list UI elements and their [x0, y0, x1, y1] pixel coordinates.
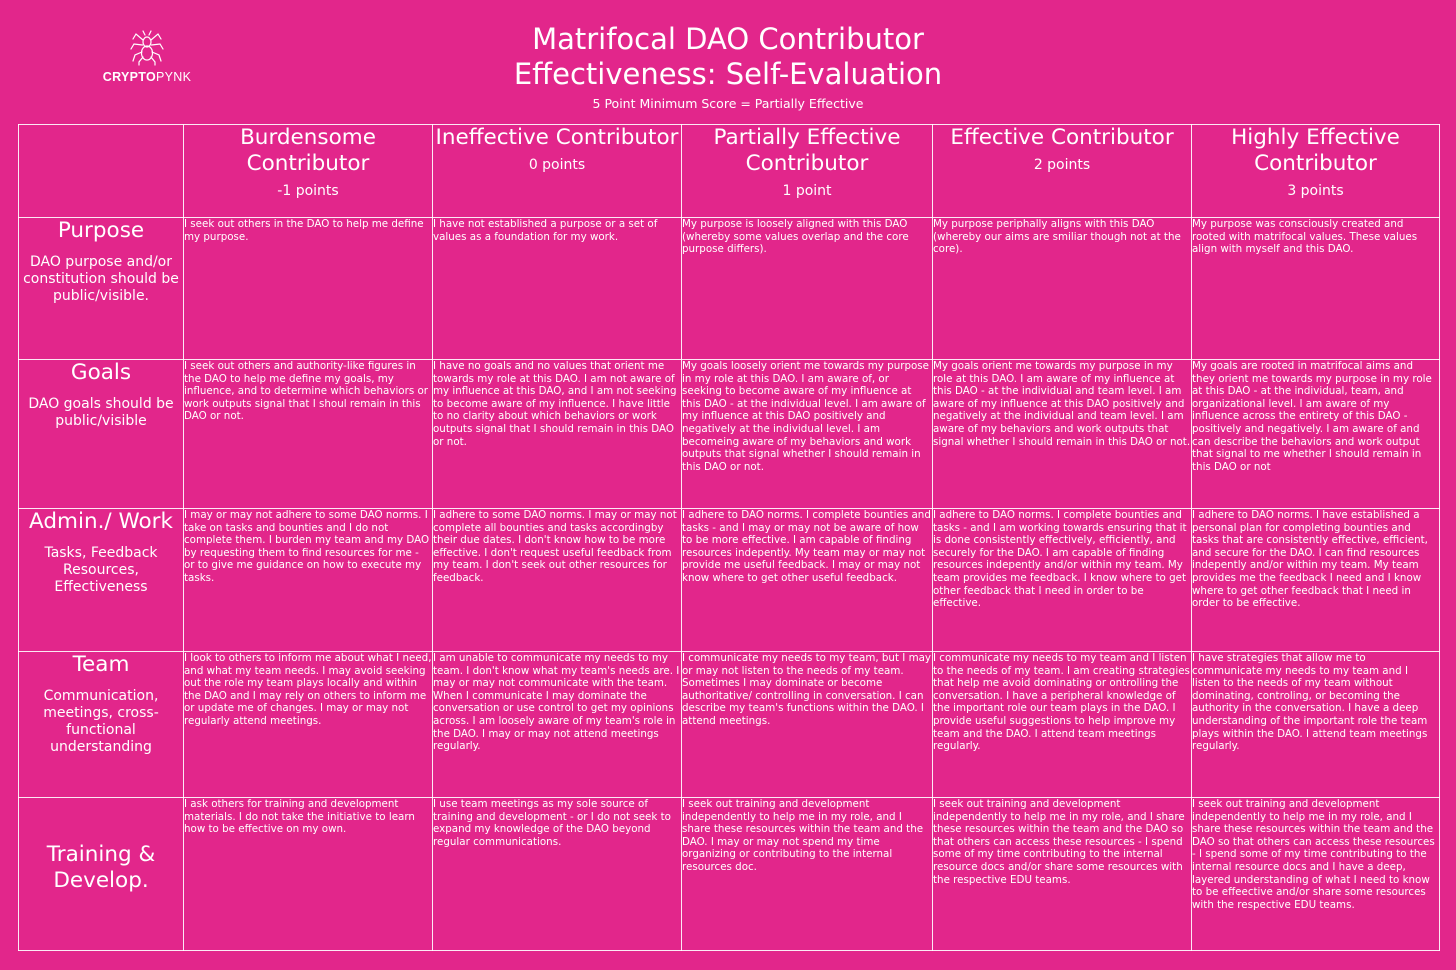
column-header-partially-effective: Partially Effective Contributor 1 point [682, 125, 933, 218]
rubric-cell: I seek out training and development independently to help me in my role, and I share these resources within the team and the DAO so that others can access these resources - I spend some of my time contributing to the internal resource docs and I have a deep, layered understanding of what I need to know to be effeective and/or share some resources with the respective EDU teams. [1192, 798, 1440, 951]
row-header-purpose: Purpose DAO purpose and/or constitution should be public/visible. [19, 218, 184, 360]
rubric-cell: I adhere to DAO norms. I complete bounties and tasks - and I am working towards ensuring that it is done consistently effectively, efficiently, and securely for the DAO. I am capable of finding resources indepently and/or within my team. My team provides me feedback. I know where to get other feedback that I need in order to be effective. [933, 509, 1192, 652]
rubric-cell: I seek out others in the DAO to help me define my purpose. [184, 218, 433, 360]
row-team [19, 652, 1440, 798]
corner-cell [19, 125, 184, 218]
header-row [19, 125, 1440, 218]
rubric-cell: I adhere to DAO norms. I complete bounties and tasks - and I may or may not be aware of how to be more effective. I am capable of finding resources indepently. My team may or may not provide me useful feedback. I may or may not know where to get other useful feedback. [682, 509, 933, 652]
header [0, 22, 1456, 111]
page-subtitle: 5 Point Minimum Score = Partially Effective [592, 96, 864, 111]
row-header-training: Training & Develop. [19, 798, 184, 951]
rubric-cell: I seek out training and development independently to help me in my role, and I share these resources within the team and the DAO. I may or may not spend my time organizing or contributing to the internal resources doc. [682, 798, 933, 951]
rubric-cell: I ask others for training and development materials. I do not take the initiative to learn how to be effective on my own. [184, 798, 433, 951]
column-header-burdensome: Burdensome Contributor -1 points [184, 125, 433, 218]
rubric-cell: My goals are rooted in matrifocal aims and they orient me towards my purpose in my role at this DAO - at the individual, team, and organizational level. I am aware of my influence across the entirety of this DAO - positively and negatively. I am aware of and can describe the behaviors and work output that signal to me whether I should remain in this DAO or not [1192, 360, 1440, 509]
row-header-admin-work: Admin./ Work Tasks, Feedback Resources, Effectiveness [19, 509, 184, 652]
rubric-cell: My purpose periphally aligns with this DAO (whereby our aims are smiliar though not at the core). [933, 218, 1192, 360]
brand-name: CRYPTOPYNK [102, 70, 192, 84]
rubric-cell: I seek out others and authority-like figures in the DAO to help me define my goals, my influence, and to determine which behaviors or work outputs signal that I shoul remain in this DAO or not. [184, 360, 433, 509]
page-title: Matrifocal DAO Contributor Effectiveness: Self-Evaluation [513, 22, 943, 91]
row-header-goals: Goals DAO goals should be public/visible [19, 360, 184, 509]
rubric-cell: I adhere to some DAO norms. I may or may not complete all bounties and tasks accordingby their due dates. I don't know how to be more effective. I don't request useful feedback from my team. I don't seek out other resources for feedback. [433, 509, 682, 652]
rubric-cell: My purpose is loosely aligned with this DAO (whereby some values overlap and the core purpose differs). [682, 218, 933, 360]
rubric-cell: I have no goals and no values that orient me towards my role at this DAO. I am not aware of my influence at this DAO, and I am not seeking to become aware of my influence. I have little to no clarity about which behaviors or work outputs signal that I should remain in this DAO or not. [433, 360, 682, 509]
column-header-highly-effective: Highly Effective Contributor 3 points [1192, 125, 1440, 218]
column-header-effective: Effective Contributor 2 points [933, 125, 1192, 218]
rubric-cell: I use team meetings as my sole source of training and development - or I do not seek to expand my knowledge of the DAO beyond regular communications. [433, 798, 682, 951]
rubric-cell: I may or may not adhere to some DAO norms. I take on tasks and bounties and I do not complete them. I burden my team and my DAO by requesting them to find resources for me - or to give me guidance on how to execute my tasks. [184, 509, 433, 652]
rubric-cell: I look to others to inform me about what I need, and what my team needs. I may avoid seeking out the role my team plays locally and within the DAO and I may rely on others to inform me or update me of changes. I may or may not regularly attend meetings. [184, 652, 433, 798]
rubric-cell: My purpose was consciously created and rooted with matrifocal values. These values align with myself and this DAO. [1192, 218, 1440, 360]
rubric-cell: I am unable to communicate my needs to my team. I don't know what my team's needs are. I may or may not communicate with the team. When I communicate I may dominate the conversation or use control to get my opinions across. I am loosely aware of my team's role in the DAO. I may or may not attend meetings regularly. [433, 652, 682, 798]
rubric-cell: I have not established a purpose or a set of values as a foundation for my work. [433, 218, 682, 360]
row-training [19, 798, 1440, 951]
rubric-cell: I communicate my needs to my team and I listen to the needs of my team. I am creating strategies that help me avoid dominating or ontrolling the conversation. I have a peripheral knowledge of the important role our team plays in the DAO. I provide useful suggestions to help improve my team and the DAO. I attend team meetings regularly. [933, 652, 1192, 798]
rubric-cell: I seek out training and development independently to help me in my role, and I share these resources within the team and the DAO so that others can access these resources - I spend some of my time contributing to the internal resource docs and/or share some resources with the respective EDU teams. [933, 798, 1192, 951]
rubric-table [18, 124, 1440, 951]
rubric-cell: My goals orient me towards my purpose in my role at this DAO. I am aware of my influence at this DAO - at the individual and team level. I am aware of my influence at this DAO positively and negatively at the individual and team level. I am aware of my behaviors and work outputs that signal whether I should remain in this DAO or not. [933, 360, 1192, 509]
rubric-cell: I communicate my needs to my team, but I may or may not listen to the needs of my team. Sometimes I may dominate or become authoritative/ controlling in conversation. I can describe my team's functions within the DAO. I attend meetings. [682, 652, 933, 798]
rubric-cell: My goals loosely orient me towards my purpose in my role at this DAO. I am aware of, or seeking to become aware of my influence at this DAO - at the individual level. I am aware of my influence at this DAO positively and negatively at the individual level. I am becomeing aware of my behaviors and work outputs that signal whether I should remain in this DAO or not. [682, 360, 933, 509]
column-header-ineffective: Ineffective Contributor 0 points [433, 125, 682, 218]
row-purpose [19, 218, 1440, 360]
row-goals [19, 360, 1440, 509]
rubric-cell: I adhere to DAO norms. I have established a personal plan for completing bounties and tasks that are consistently effective, efficient, and secure for the DAO. I can find resources indepently and/or within my team. My team provides me the feedback I need and I know where to get other feedback that I need in order to be effective. [1192, 509, 1440, 652]
row-admin-work [19, 509, 1440, 652]
rubric-cell: I have strategies that allow me to communicate my needs to my team and I listen to the needs of my team without dominating, controling, or becoming the authority in the conversation. I have a deep understanding of the important role the team plays within the DAO. I attend team meetings regularly. [1192, 652, 1440, 798]
row-header-team: Team Communication, meetings, cross-functional understanding [19, 652, 184, 798]
